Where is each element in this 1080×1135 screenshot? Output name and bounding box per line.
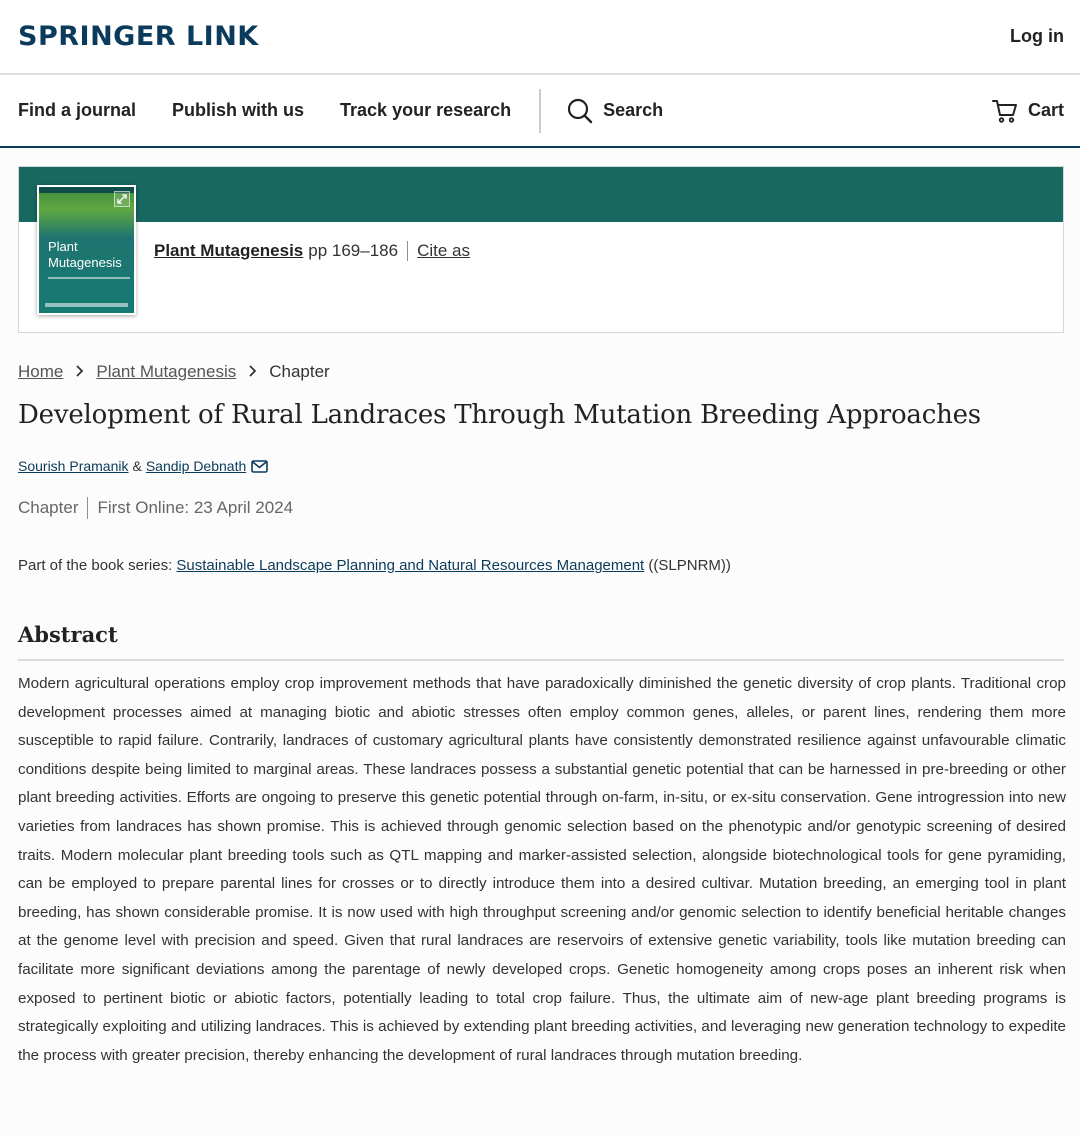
login-link[interactable]: Log in (1010, 26, 1064, 46)
breadcrumb-current: Chapter (269, 362, 330, 381)
mail-icon[interactable] (251, 460, 268, 473)
series-prefix: Part of the book series: (18, 557, 177, 574)
cart-label: Cart (1027, 100, 1064, 120)
nav-publish[interactable]: Publish with us (172, 100, 305, 120)
book-title-link[interactable]: Plant Mutagenesis (154, 241, 304, 260)
breadcrumb-book[interactable]: Plant Mutagenesis (96, 362, 237, 381)
top-header (0, 0, 1080, 75)
nav-track-research[interactable]: Track your research (340, 100, 512, 120)
chapter-meta (18, 497, 293, 519)
nav-find-journal[interactable]: Find a journal (18, 100, 137, 120)
abstract-text: Modern agricultural operations employ crop improvement methods that have paradoxically diminished the genetic diversity of crop plants. Traditional crop development processes aimed at managing biotic and abiotic stresses often employ common genes, alleles, or parent lines, rendering them more susceptible to rapid failure. Contrarily, landraces of customary agricultural plants have consistently demonstrated resilience against unfavourable climatic conditions despite being limited to marginal areas. These landraces possess a substantial genetic potential that can be harnessed in pre-breeding or other plant breeding activities. Efforts are ongoing to preserve this genetic potential through on-farm, in-situ, or ex-situ conservation. Gene introgression into new varieties from landraces has shown promise. This is achieved through genomic selection based on the phenotypic and/or genotypic screening of desired traits. Modern molecular plant breeding tools such as QTL mapping and marker-assisted selection, alongside biotechnological tools for gene pyramiding, can be employed to prepare parental lines for crosses or to directly introduce them into a desired cultivar. Mutation breeding, an emerging tool in plant breeding, has shown considerable promise. It is now used with high throughput screening and/or genomic selection to identify beneficial heritable changes at the genome level with precision and speed. Given that rural landraces are reservoirs of extensive genetic variability, tools like mutation breeding can facilitate more significant deviations among the parentage of newly developed crops. Genetic homogeneity among crops poses an inherent risk when exposed to pertinent biotic or abiotic factors, potentially leading to total crop failure. Thus, the ultimate aim of new-age plant breeding programs is strategically exploiting and utilizing landraces. This is achieved by extending plant breeding activities, and leveraging new generation technology to expedite the process with greater precision, thereby enhancing the development of rural landraces through mutation breeding. (18, 675, 1066, 1064)
first-online-date: First Online: 23 April 2024 (97, 498, 294, 517)
page-range: pp 169–186 (308, 241, 399, 260)
nav-divider (539, 89, 541, 133)
main-nav (0, 75, 1080, 148)
author-separator: & (132, 458, 142, 474)
springer-link-logo[interactable]: SPRINGER LINK (18, 21, 259, 52)
book-meta (154, 241, 470, 261)
author-link[interactable]: Sourish Pramanik (18, 458, 129, 474)
expand-icon[interactable] (114, 191, 130, 207)
cover-title: Plant Mutagenesis (48, 239, 122, 270)
chapter-title: Development of Rural Landraces Through Mutation Breeding Approaches (18, 400, 981, 430)
book-cover[interactable] (37, 185, 136, 315)
cart-button[interactable] (992, 98, 1064, 124)
book-banner (18, 166, 1064, 333)
chevron-right-icon (248, 364, 257, 381)
banner-strip (19, 167, 1063, 222)
breadcrumb (18, 362, 330, 382)
breadcrumb-home[interactable]: Home (18, 362, 64, 381)
author-list (18, 458, 268, 474)
chevron-right-icon (75, 364, 84, 381)
search-button[interactable] (567, 98, 663, 124)
book-series (18, 557, 731, 574)
search-icon (567, 98, 593, 124)
abstract-heading: Abstract (18, 622, 118, 647)
author-link[interactable]: Sandip Debnath (145, 458, 247, 474)
content-type: Chapter (18, 498, 79, 517)
series-suffix: ((SLPNRM)) (644, 557, 731, 574)
abstract-divider (18, 659, 1064, 661)
series-link[interactable]: Sustainable Landscape Planning and Natural Resources Management (176, 557, 645, 574)
search-label: Search (603, 100, 664, 120)
cite-as-link[interactable]: Cite as (417, 241, 471, 260)
cart-icon (992, 98, 1018, 124)
